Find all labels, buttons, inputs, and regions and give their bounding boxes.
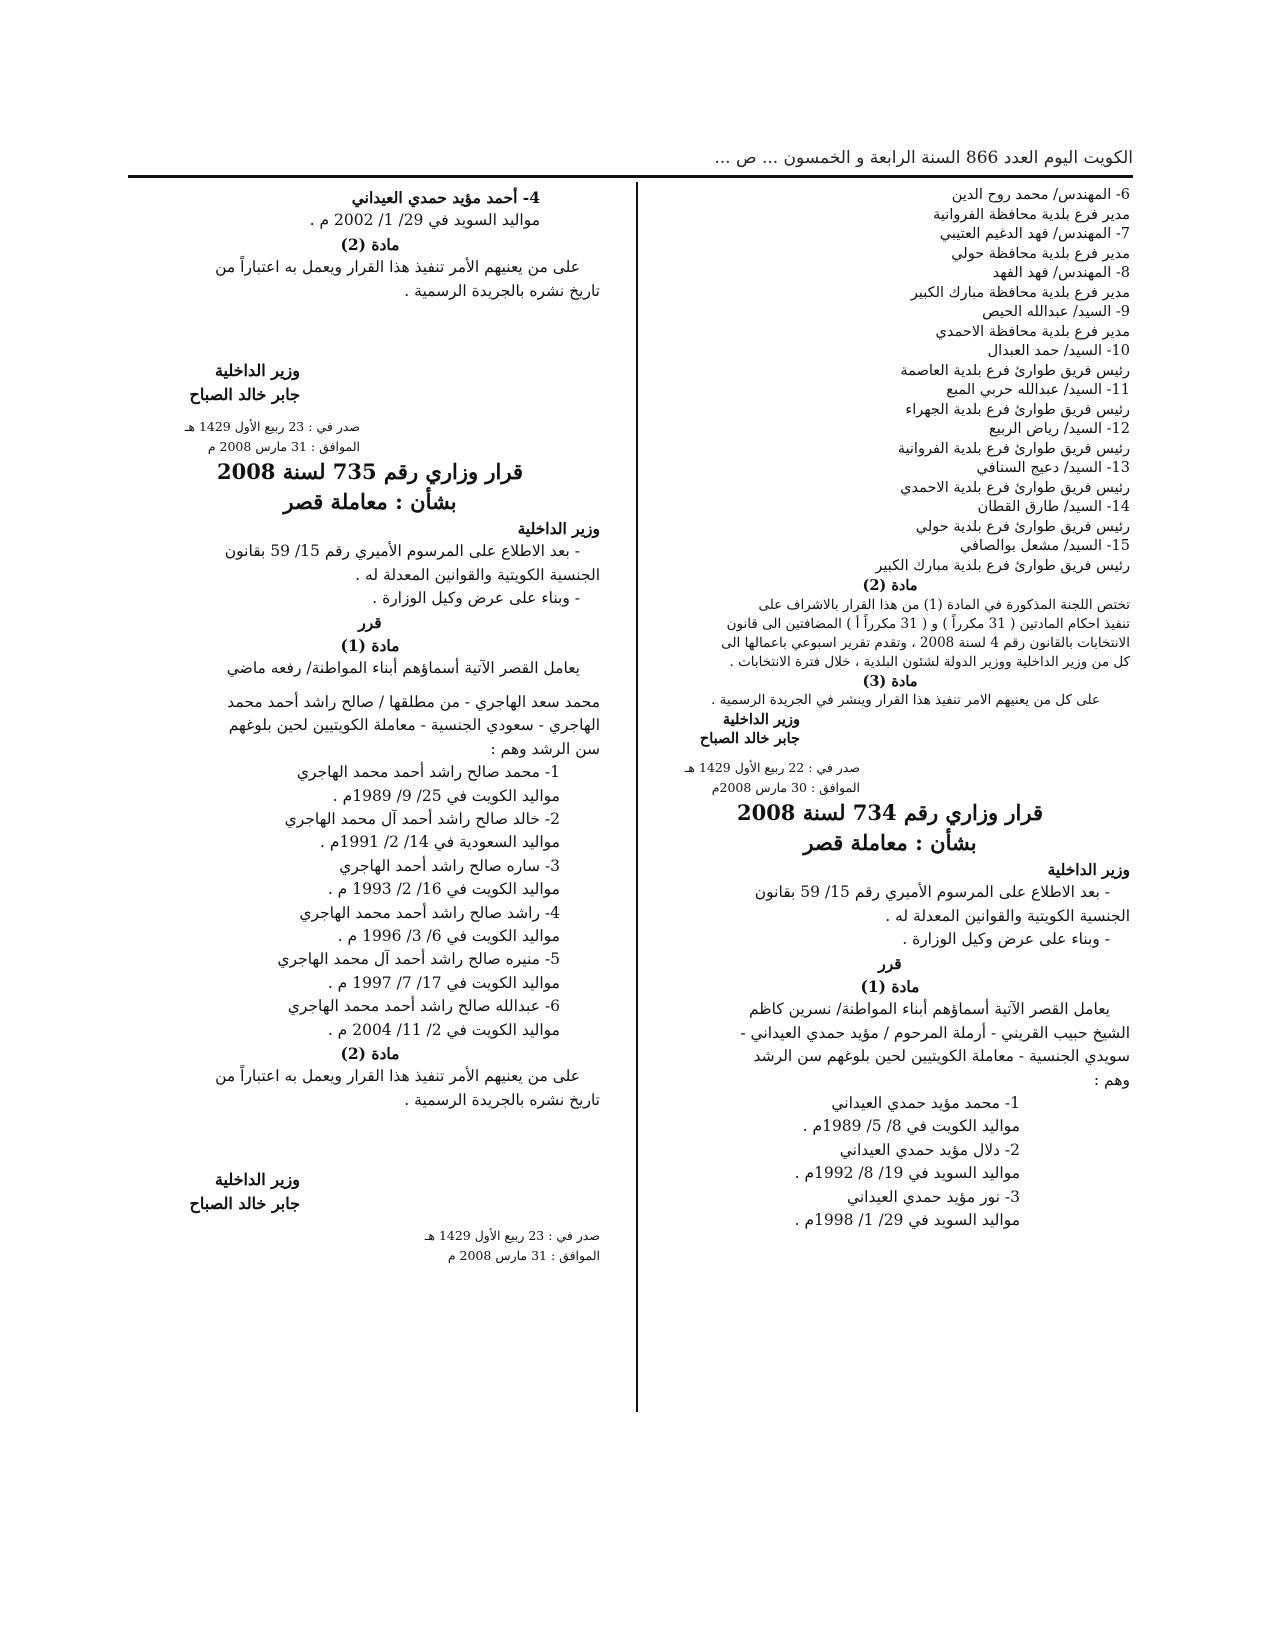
child-name: 4- أحمد مؤيد حمدي العيداني (351, 188, 540, 207)
signature-title: وزير الداخلية (214, 1170, 300, 1190)
preamble-text: الجنسية الكويتية والقوانين المعدلة له . (885, 906, 1130, 925)
child-name: 3- ساره صالح راشد أحمد الهاجري (339, 856, 560, 875)
member-name: 9- السيد/ عبدالله الحيص (982, 304, 1130, 320)
child-birth: مواليد الكويت في 25/ 9/ 1989م . (332, 786, 560, 805)
signature-name: جابر خالد الصباح (189, 1194, 300, 1214)
issued-date: صدر في : 22 ربيع الأول 1429 هـ (684, 760, 860, 775)
article-text: على كل من يعنيهم الامر تنفيذ هذا القرار وينشر في الجريدة الرسمية . (711, 692, 1100, 708)
running-header: الكويت اليوم العدد 866 السنة الرابعة و الخمسون ... ص ... (714, 148, 1133, 168)
issued-date: صدر في : 23 ربيع الأول 1429 هـ (424, 1228, 600, 1244)
signature-title: وزير الداخلية (214, 361, 300, 381)
decree-subject: بشأن : معاملة قصر (803, 830, 977, 855)
article-text: على من يعنيهم الأمر تنفيذ هذا القرار ويعمل به اعتباراً من (215, 1067, 580, 1086)
article-heading: مادة (2) (340, 1043, 400, 1063)
article-text: تختص اللجنة المذكورة في المادة (1) من هذا القرار بالاشراف على (758, 596, 1130, 613)
preamble-text: - بعد الاطلاع على المرسوم الأميري رقم 15/ 59 بقانون (224, 542, 580, 561)
child-name: 2- خالد صالح راشد أحمد آل محمد الهاجري (284, 809, 560, 828)
article-heading: مادة (1) (860, 977, 920, 997)
child-birth: مواليد الكويت في 16/ 2/ 1993 م . (327, 880, 560, 899)
article-text: محمد سعد الهاجري - من مطلقها / صالح راشد أحمد محمد (227, 692, 600, 711)
article-text: يعامل القصر الآتية أسماؤهم أبناء المواطنة/ رفعه ماضي (226, 659, 580, 678)
member-name: 12- السيد/ رياض الربيع (989, 421, 1130, 437)
article-text: الهاجري - سعودي الجنسية - معاملة الكويتيين لحين بلوغهم (228, 716, 600, 735)
member-name: 7- المهندس/ فهد الدغيم العتيبي (939, 226, 1130, 242)
spacer (140, 303, 600, 359)
signature-name: جابر خالد الصباح (699, 730, 800, 747)
decree-title: قرار وزاري رقم 735 لسنة 2008 (216, 459, 524, 485)
member-role: مدير فرع بلدية محافظة الفروانية (933, 206, 1130, 223)
member-name: 14- السيد/ طارق القطان (977, 499, 1130, 515)
decided-label: قرر (878, 953, 902, 973)
child-birth: مواليد الكويت في 17/ 7/ 1997 م . (327, 973, 560, 992)
corresponding-date: الموافق : 31 مارس 2008 م (207, 439, 360, 455)
right-column (650, 186, 1130, 1233)
member-name: 6- المهندس/ محمد روح الدين (951, 187, 1130, 203)
child-name: 1- محمد مؤيد حمدي العيداني (831, 1094, 1020, 1113)
preamble-text: - وبناء على عرض وكيل الوزارة . (902, 930, 1110, 949)
spacer (140, 1112, 600, 1168)
child-name: 1- محمد صالح راشد أحمد محمد الهاجري (296, 763, 560, 782)
spacer (140, 1216, 600, 1226)
signature-title: وزير الداخلية (722, 711, 800, 728)
column-divider (636, 182, 638, 1412)
member-name: 10- السيد/ حمد العبدال (987, 343, 1130, 359)
member-role: رئيس فريق طوارئ فرع بلدية الفروانية (897, 440, 1130, 457)
article-text: كل من وزير الداخلية ووزير الدولة لشئون البلدية ، خلال فترة الانتخابات . (729, 653, 1130, 670)
member-role: مدير فرع بلدية محافظة الاحمدي (935, 323, 1130, 340)
article-text: الشيخ حبيب القريني - أرملة المرحوم / مؤيد حمدي العيداني - (740, 1023, 1130, 1042)
child-name: 2- دلال مؤيد حمدي العيداني (839, 1140, 1020, 1159)
preamble-text: - وبناء على عرض وكيل الوزارة . (372, 589, 580, 608)
article-text: تاريخ نشره بالجريدة الرسمية . (404, 1090, 600, 1109)
article-text: على من يعنيهم الأمر تنفيذ هذا القرار ويعمل به اعتباراً من (215, 258, 580, 277)
committee-members (650, 186, 1130, 576)
child-birth: مواليد السويد في 19/ 8/ 1992م . (794, 1164, 1020, 1183)
spacer (140, 407, 600, 417)
corresponding-date: الموافق : 31 مارس 2008 م (447, 1248, 600, 1264)
decree-title: قرار وزاري رقم 734 لسنة 2008 (736, 800, 1044, 825)
article-heading: مادة (3) (862, 672, 918, 690)
child-name: 5- منيره صالح راشد أحمد آل محمد الهاجري (277, 950, 560, 969)
member-role: رئيس فريق طوارئ فرع بلدية مبارك الكبير (875, 557, 1130, 574)
member-role: رئيس فريق طوارئ فرع بلدية حولي (915, 518, 1130, 535)
corresponding-date: الموافق : 30 مارس 2008م (711, 780, 860, 795)
child-birth: مواليد السويد في 29/ 1/ 2002 م . (309, 211, 540, 230)
member-name: 11- السيد/ عبدالله حربي المبع (946, 382, 1130, 398)
article-text: يعامل القصر الآتية أسماؤهم أبناء المواطنة/ نسرين كاظم (748, 1000, 1110, 1019)
article-heading: مادة (1) (340, 636, 400, 656)
spacer (140, 681, 600, 691)
child-birth: مواليد الكويت في 6/ 3/ 1996 م . (337, 926, 560, 945)
decree-subject: بشأن : معاملة قصر (283, 489, 457, 515)
member-name: 15- السيد/ مشعل بوالصافي (959, 538, 1130, 554)
decided-label: قرر (358, 612, 382, 632)
preamble-text: الجنسية الكويتية والقوانين المعدلة له . (355, 565, 600, 584)
spacer (650, 748, 1130, 758)
member-role: مدير فرع بلدية محافظة مبارك الكبير (910, 284, 1130, 301)
member-role: رئيس فريق طوارئ فرع بلدية العاصمة (900, 362, 1130, 379)
minister-heading: وزير الداخلية (1047, 860, 1130, 879)
member-role: مدير فرع بلدية محافظة حولي (951, 245, 1130, 262)
child-name: 4- راشد صالح راشد أحمد محمد الهاجري (299, 903, 560, 922)
article-heading: مادة (2) (340, 234, 400, 254)
article-text: سن الرشد وهم : (490, 739, 600, 758)
child-name: 6- عبدالله صالح راشد أحمد محمد الهاجري (287, 997, 560, 1016)
child-birth: مواليد السعودية في 14/ 2/ 1991م . (320, 833, 560, 852)
article-heading: مادة (2) (862, 577, 918, 594)
child-birth: مواليد الكويت في 8/ 5/ 1989م . (802, 1117, 1020, 1136)
article-text: الانتخابات بالقانون رقم 4 لسنة 2008 ، وتقدم تقرير اسبوعي باعمالها الى (721, 634, 1130, 651)
article-text: تنفيذ احكام المادتين ( 31 مكرراً ) و ( 31 مكرراً أ ) المضافتين الى قانون (726, 615, 1130, 632)
member-name: 13- السيد/ دعيج السنافي (976, 460, 1130, 476)
article-text: تاريخ نشره بالجريدة الرسمية . (404, 281, 600, 300)
signature-name: جابر خالد الصباح (189, 385, 300, 405)
member-role: رئيس فريق طوارئ فرع بلدية الجهراء (905, 401, 1130, 418)
preamble-text: - بعد الاطلاع على المرسوم الأميري رقم 15/ 59 بقانون (754, 883, 1110, 902)
article-text: سويدي الجنسية - معاملة الكويتيين لحين بلوغهم سن الرشد (753, 1047, 1130, 1066)
minister-heading: وزير الداخلية (517, 519, 600, 539)
member-name: 8- المهندس/ فهد الفهد (992, 265, 1130, 281)
article-text: وهم : (1093, 1070, 1130, 1089)
issued-date: صدر في : 23 ربيع الأول 1429 هـ (184, 419, 360, 435)
child-name: 3- نور مؤيد حمدي العيداني (846, 1187, 1020, 1206)
header-rule (128, 175, 1133, 178)
member-role: رئيس فريق طوارئ فرع بلدية الاحمدي (900, 479, 1130, 496)
child-birth: مواليد الكويت في 2/ 11/ 2004 م . (327, 1020, 560, 1039)
child-birth: مواليد السويد في 29/ 1/ 1998م . (794, 1211, 1020, 1230)
left-column (140, 186, 600, 1266)
